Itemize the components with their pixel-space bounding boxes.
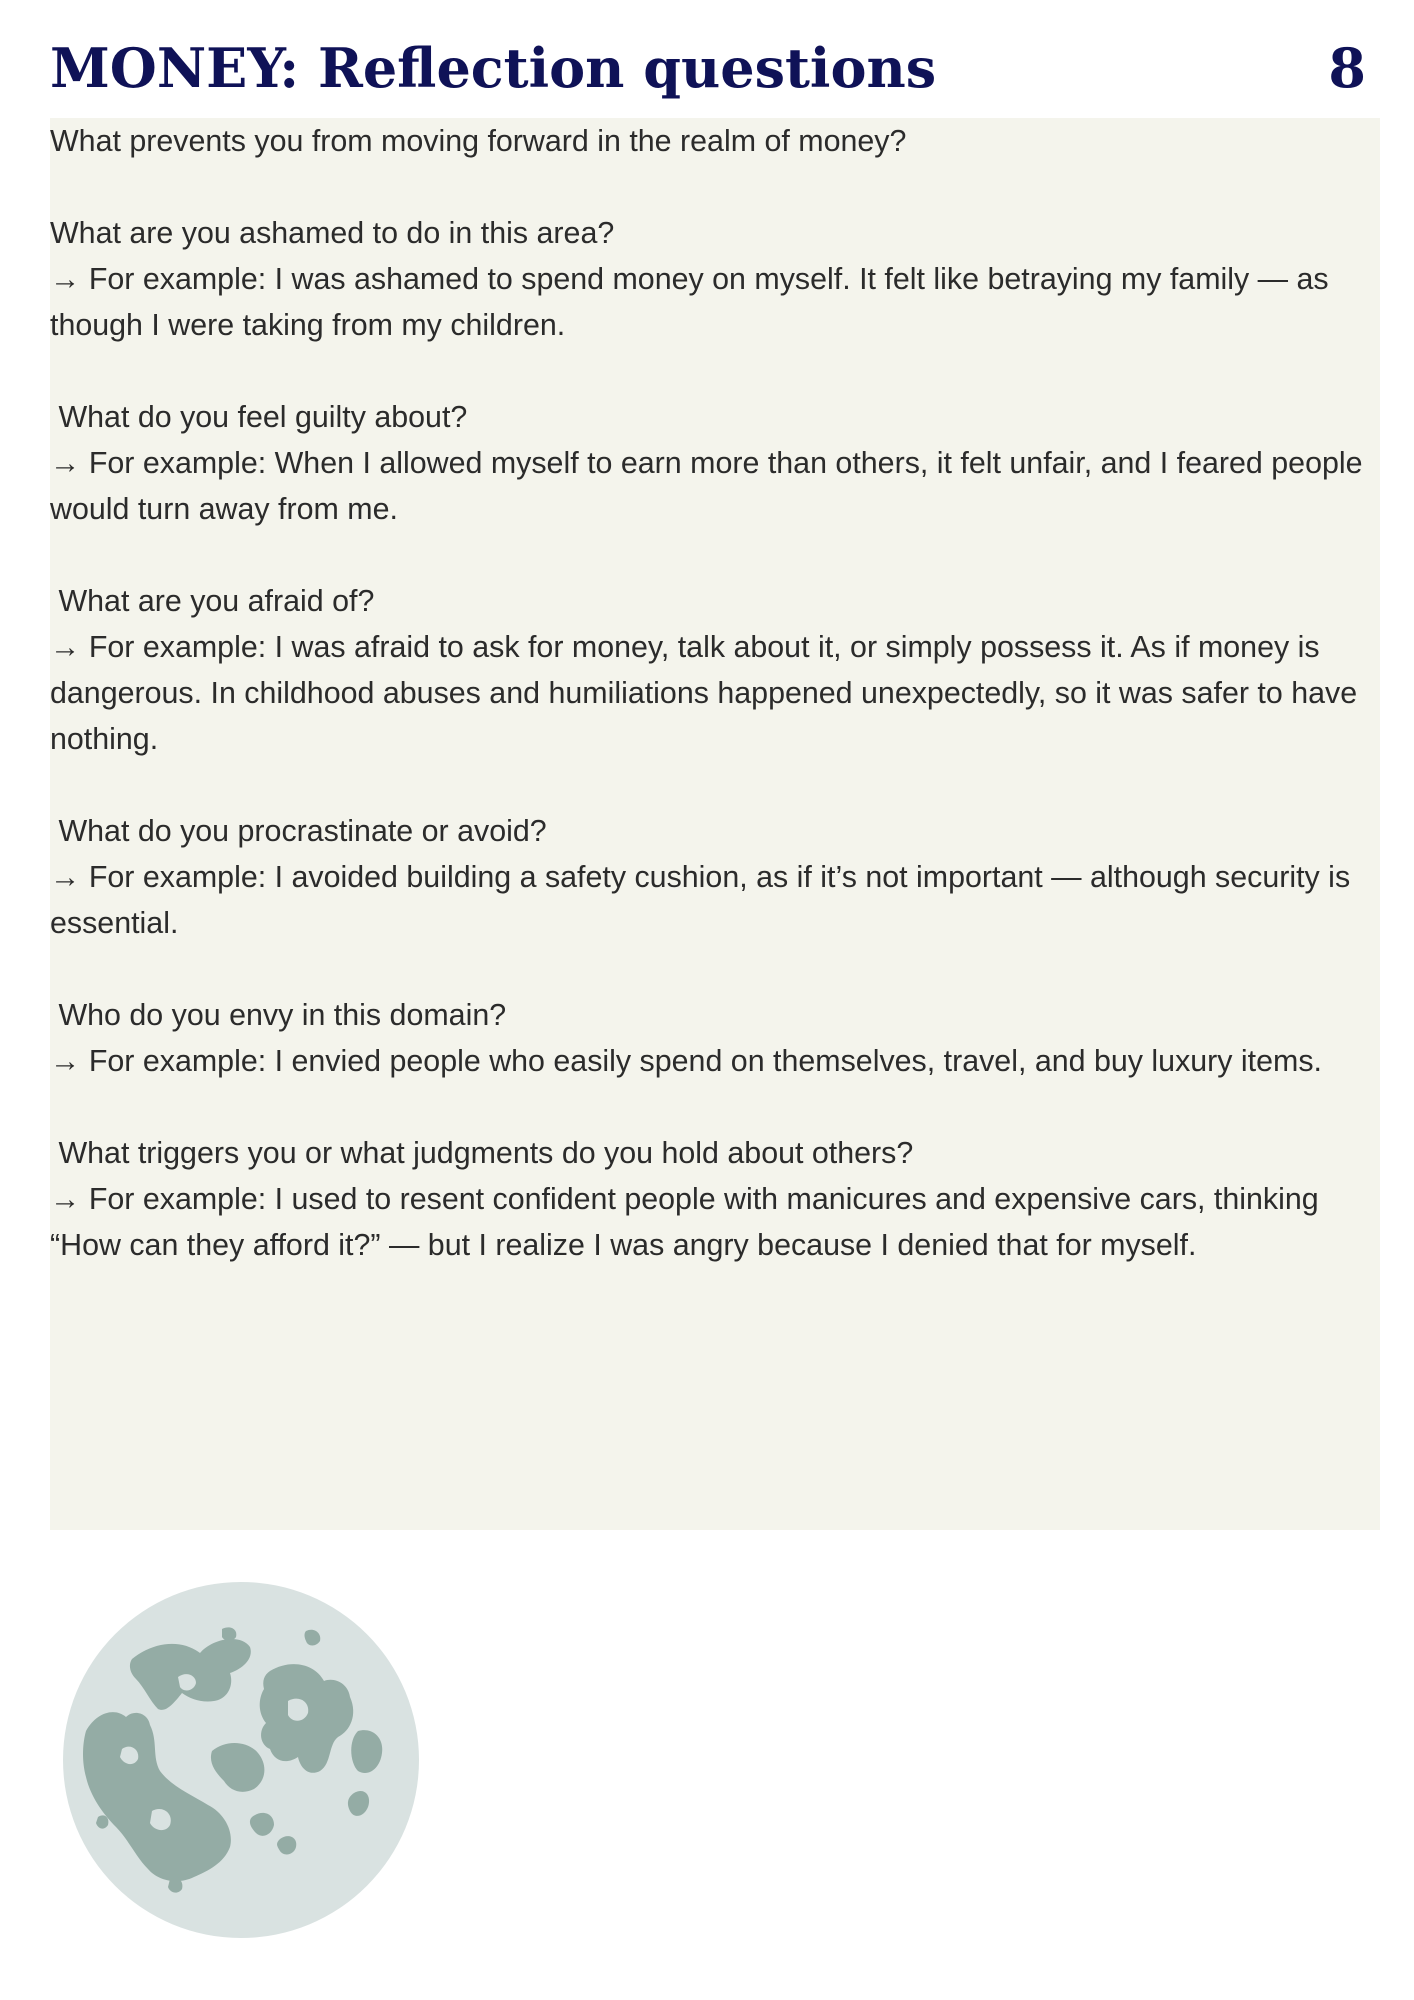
page-number: 8: [1328, 36, 1366, 100]
example-text: → For example: I was afraid to ask for money, talk about it, or simply possess it. As if money is dangerous. In childhood abuses and humiliations happened unexpectedly, so it was safer to have nothing.: [50, 630, 1358, 756]
question-text: What are you afraid of?: [50, 584, 375, 618]
question-text: What do you feel guilty about?: [50, 400, 468, 434]
question-text: What prevents you from moving forward in the realm of money?: [50, 124, 907, 158]
reflection-content: [50, 118, 1380, 1530]
question-text: What are you ashamed to do in this area?: [50, 216, 615, 250]
question-block: [50, 210, 1380, 348]
question-block: [50, 1130, 1380, 1268]
example-text: → For example: When I allowed myself to earn more than others, it felt unfair, and I feared people would turn away from me.: [50, 446, 1363, 526]
example-text: → For example: I used to resent confident people with manicures and expensive cars, thinking “How can they afford it?” — but I realize I was angry because I denied that for myself.: [50, 1182, 1319, 1262]
question-block: [50, 808, 1380, 946]
example-text: → For example: I avoided building a safety cushion, as if it’s not important — although security is essential.: [50, 860, 1351, 940]
question-text: Who do you envy in this domain?: [50, 998, 507, 1032]
question-block: [50, 992, 1380, 1084]
example-text: → For example: I was ashamed to spend money on myself. It felt like betraying my family — as though I were taking from my children.: [50, 262, 1329, 342]
question-block: [50, 578, 1380, 762]
example-text: → For example: I envied people who easily spend on themselves, travel, and buy luxury items.: [50, 1044, 1322, 1078]
question-block: [50, 118, 1380, 164]
moon-icon: [62, 1581, 420, 1939]
page-title: MONEY: Reflection questions: [50, 36, 937, 100]
page-header: [50, 28, 1366, 108]
question-list: [50, 118, 1380, 1314]
question-text: What do you procrastinate or avoid?: [50, 814, 547, 848]
question-text: What triggers you or what judgments do you hold about others?: [50, 1136, 914, 1170]
question-block: [50, 394, 1380, 532]
